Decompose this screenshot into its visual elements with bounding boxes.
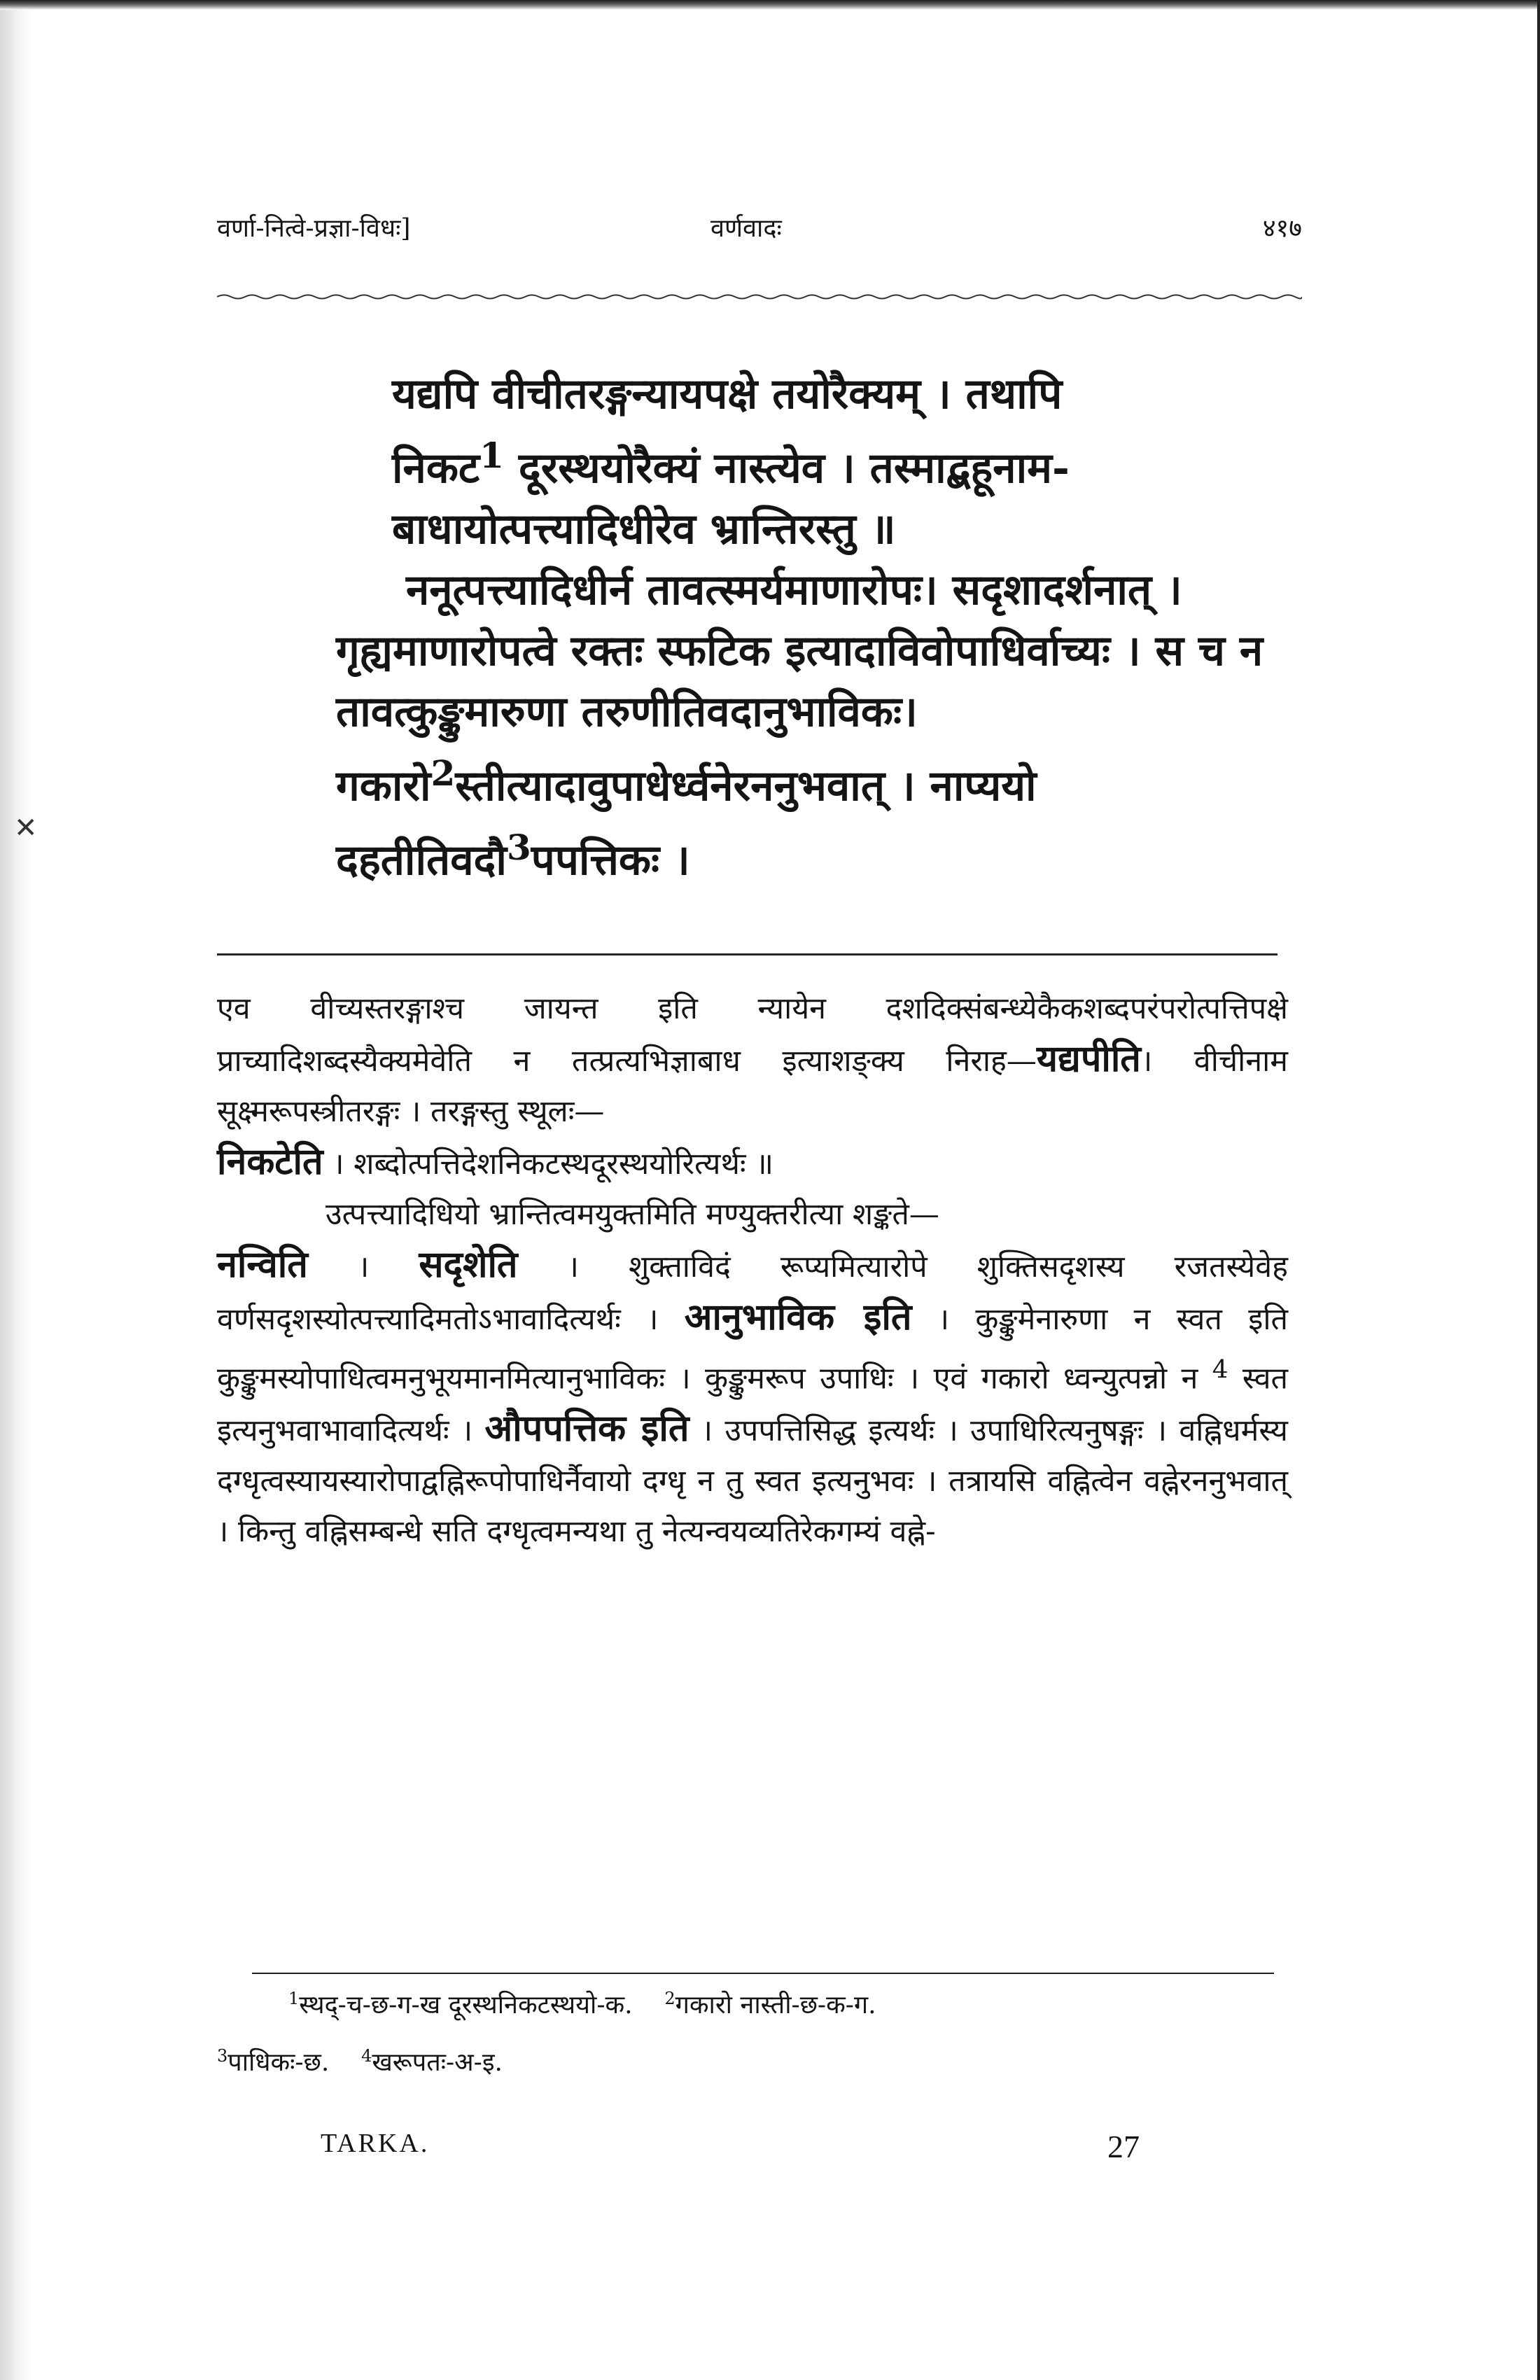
verse-paragraph bbox=[336, 560, 1288, 891]
scan-right-edge bbox=[1537, 0, 1540, 2380]
header-wavy-rule bbox=[217, 293, 1302, 301]
verse-line bbox=[336, 499, 1288, 560]
verse-text: निकट bbox=[392, 444, 480, 493]
lemma: सदृशेति bbox=[419, 1243, 518, 1286]
verse-text: बाधायोत्पत्त्यादिधीरेव भ्रान्तिरस्तु ॥ bbox=[392, 505, 896, 554]
verse-text: यद्यपि वीचीतरङ्गन्यायपक्षे तयोरैक्यम् । तथापि bbox=[392, 370, 1063, 419]
lemma: आनुभाविक इति bbox=[684, 1296, 912, 1338]
verse-block bbox=[336, 364, 1288, 891]
scan-top-edge bbox=[0, 0, 1540, 10]
header-page-number: ४१७ bbox=[1262, 214, 1302, 243]
footnote-marker: 3 bbox=[506, 827, 531, 868]
footnote-line bbox=[288, 1987, 1359, 2021]
footnote-marker: 2 bbox=[430, 752, 456, 794]
footnote-text: खरूपतः-अ-इ. bbox=[372, 2048, 503, 2077]
footnote-number: 1 bbox=[288, 1989, 300, 2008]
commentary-text: । शब्दोत्पत्तिदेशनिकटस्थदूरस्थयोरित्यर्थः ॥ bbox=[332, 1147, 774, 1182]
signature-mark: TARKA. bbox=[321, 2129, 430, 2158]
scan-left-edge bbox=[0, 0, 32, 2380]
commentary-text: स्वत इत्यनुभवाभावादित्यर्थः । bbox=[217, 1361, 1289, 1449]
page-footer bbox=[0, 2128, 1540, 2177]
commentary-text: । कुङ्कुमेनारुणा न स्वत इति कुङ्कुमस्योपाधित्वमनुभूयमानमित्यानुभाविकः । कुङ्कुमरूप उपाधिः । एवं गकारो ध्वन्युत्पन्नो न bbox=[217, 1302, 1288, 1396]
margin-mark: ✕ bbox=[14, 812, 38, 844]
footnote-line bbox=[217, 2044, 1288, 2078]
header-chapter-title: वर्णवादः bbox=[710, 214, 782, 243]
section-divider bbox=[217, 953, 1278, 955]
commentary-text: । bbox=[357, 1250, 370, 1284]
lemma: नन्विति bbox=[217, 1243, 308, 1286]
footnote-divider bbox=[252, 1973, 1274, 1974]
commentary-paragraph bbox=[217, 983, 1288, 1189]
running-header bbox=[217, 210, 1302, 252]
footnote-text: गकारो नास्ती-छ-क-ग. bbox=[675, 1991, 876, 2019]
commentary-paragraph bbox=[217, 1189, 1288, 1557]
verse-line bbox=[336, 364, 1288, 425]
verse-text: स्तीत्यादावुपाधेर्ध्वनेरननुभवात् । नाप्ययो दहतीतिवदौ bbox=[336, 762, 1037, 885]
verse-text: ननूत्पत्त्यादिधीर्न तावत्स्मर्यमाणारोपः। सदृशादर्शनात् । गृह्यमाणारोपत्वे रक्तः स्फटिक इत्यादाविवोपाधिर्वाच्यः । स च न तावत्कुङ्कुमारुणा तरुणीतिवदानुभाविकः। गकारो bbox=[336, 566, 1264, 811]
footnote-number: 3 bbox=[217, 2046, 228, 2066]
commentary-text: । वीचीनाम सूक्ष्मरूपस्त्रीतरङ्गः । तरङ्गस्तु स्थूलः— bbox=[217, 1044, 1289, 1129]
verse-line bbox=[336, 425, 1288, 499]
lemma: निकटेति bbox=[217, 1140, 323, 1183]
footnote-text: पाधिकः-छ. bbox=[227, 2048, 330, 2077]
commentary-text: । उपपत्तिसिद्ध इत्यर्थः । उपाधिरित्यनुषङ्गः । वह्निधर्मस्य दग्धृत्वस्यायस्यारोपाद्वह्निरूपोपाधिर्नैवायो दग्धृ न तु स्वत इत्यनुभवः । तत्रायसि वह्नित्वेन वह्नेरननुभवात् । किन्तु वह्निसम्बन्धे सति दग्धृत्वमन्यथा तु नेत्यन्वयव्यतिरेकगम्यं वह्ने- bbox=[217, 1413, 1288, 1550]
footnote-number: 4 bbox=[361, 2046, 372, 2066]
verse-text: पपत्तिकः । bbox=[531, 836, 690, 885]
footnote-text: स्थद्-च-छ-ग-ख दूरस्थनिकटस्थयो-क. bbox=[299, 1991, 633, 2019]
lemma: यद्यपीति bbox=[1036, 1037, 1141, 1080]
footnote-marker: 4 bbox=[1212, 1355, 1228, 1384]
footnote-number: 2 bbox=[664, 1989, 676, 2008]
commentary-text: । शुक्ताविदं रूप्यमित्यारोपे शुक्तिसदृशस्य रजतस्येवेह वर्णसदृशस्योत्पत्त्यादिमतोऽभावादित्यर्थः । bbox=[217, 1250, 1288, 1337]
lemma: औपपत्तिक इति bbox=[484, 1407, 690, 1450]
verse-text: दूरस्थयोरैक्यं नास्त्येव । तस्माद्बहूनाम- bbox=[518, 444, 1070, 493]
commentary-text: उत्पत्त्यादिधियो भ्रान्तित्वमयुक्तमिति मण्युक्तरीत्या शङ्कते— bbox=[326, 1197, 939, 1232]
commentary-block bbox=[217, 983, 1288, 1557]
commentary-text: एव वीच्यस्तरङ्गाश्च जायन्त इति न्यायेन दशदिक्संबन्ध्येकैकशब्दपरंपरोत्पत्तिपक्षे प्राच्यादिशब्दस्यैक्यमेवेति न तत्प्रत्यभिज्ञाबाध इत्याशङ्क्य निराह— bbox=[217, 991, 1288, 1079]
footnote-marker: 1 bbox=[479, 435, 504, 476]
header-section-title: वर्णा-नित्वे-प्रज्ञा-विधः] bbox=[217, 214, 411, 243]
footer-page-number: 27 bbox=[1107, 2129, 1140, 2164]
